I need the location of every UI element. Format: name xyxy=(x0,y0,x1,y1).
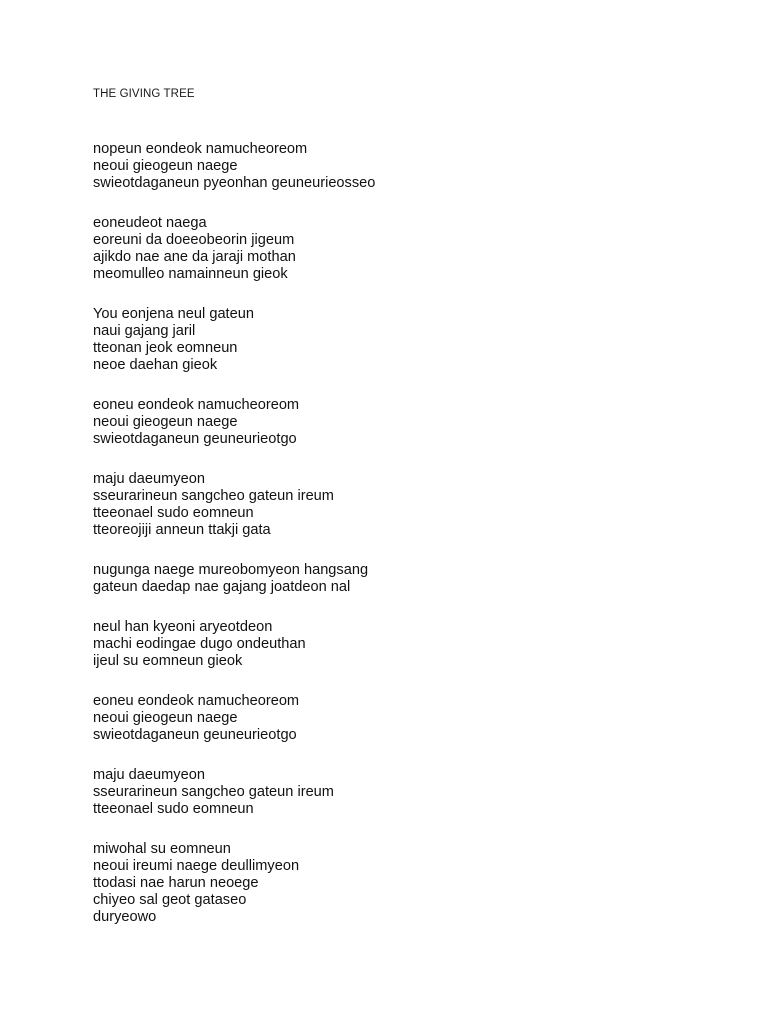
lyric-line: tteonan jeok eomneun xyxy=(93,340,238,356)
lyric-line: ajikdo nae ane da jaraji mothan xyxy=(93,249,296,265)
stanza xyxy=(93,693,733,744)
lyric-line: nugunga naege mureobomyeon hangsang xyxy=(93,562,369,578)
stanza xyxy=(93,841,733,926)
stanza xyxy=(93,215,733,283)
lyric-line: neoui ireumi naege deullimyeon xyxy=(93,858,300,874)
stanza xyxy=(93,141,733,192)
lyric-line: tteeonael sudo eomneun xyxy=(93,505,254,521)
stanza xyxy=(93,619,733,670)
stanza xyxy=(93,562,733,596)
lyric-line: ttodasi nae harun neoege xyxy=(93,875,259,891)
lyric-line: miwohal su eomneun xyxy=(93,841,231,857)
lyric-line: You eonjena neul gateun xyxy=(93,306,254,322)
lyric-line: tteeonael sudo eomneun xyxy=(93,801,254,817)
lyric-line: sseurarineun sangcheo gateun ireum xyxy=(93,784,334,800)
lyric-line: neoui gieogeun naege xyxy=(93,414,238,430)
stanza xyxy=(93,397,733,448)
lyric-line: gateun daedap nae gajang joatdeon nal xyxy=(93,579,351,595)
lyric-line: tteoreojiji anneun ttakji gata xyxy=(93,522,271,538)
lyric-line: swieotdaganeun pyeonhan geuneurieosseo xyxy=(93,175,376,191)
lyric-line: machi eodingae dugo ondeuthan xyxy=(93,636,306,652)
lyric-line: maju daeumyeon xyxy=(93,471,205,487)
lyric-line: neoui gieogeun naege xyxy=(93,158,238,174)
lyric-line: naui gajang jaril xyxy=(93,323,196,339)
document-title: THE GIVING TREE xyxy=(93,88,195,100)
lyric-line: neoe daehan gieok xyxy=(93,357,218,373)
lyric-line: neul han kyeoni aryeotdeon xyxy=(93,619,273,635)
lyric-line: eoneu eondeok namucheoreom xyxy=(93,693,300,709)
lyric-line: ijeul su eomneun gieok xyxy=(93,653,243,669)
lyrics-body xyxy=(93,141,733,949)
lyric-line: duryeowo xyxy=(93,909,157,925)
lyric-line: eoneudeot naega xyxy=(93,215,207,231)
lyric-line: eoneu eondeok namucheoreom xyxy=(93,397,300,413)
stanza xyxy=(93,767,733,818)
stanza xyxy=(93,471,733,539)
lyric-line: swieotdaganeun geuneurieotgo xyxy=(93,727,297,743)
lyric-line: chiyeo sal geot gataseo xyxy=(93,892,247,908)
lyric-line: eoreuni da doeeobeorin jigeum xyxy=(93,232,295,248)
stanza xyxy=(93,306,733,374)
lyric-line: neoui gieogeun naege xyxy=(93,710,238,726)
lyric-line: maju daeumyeon xyxy=(93,767,205,783)
lyric-line: nopeun eondeok namucheoreom xyxy=(93,141,308,157)
lyric-line: swieotdaganeun geuneurieotgo xyxy=(93,431,297,447)
lyric-line: meomulleo namainneun gieok xyxy=(93,266,288,282)
lyric-line: sseurarineun sangcheo gateun ireum xyxy=(93,488,334,504)
